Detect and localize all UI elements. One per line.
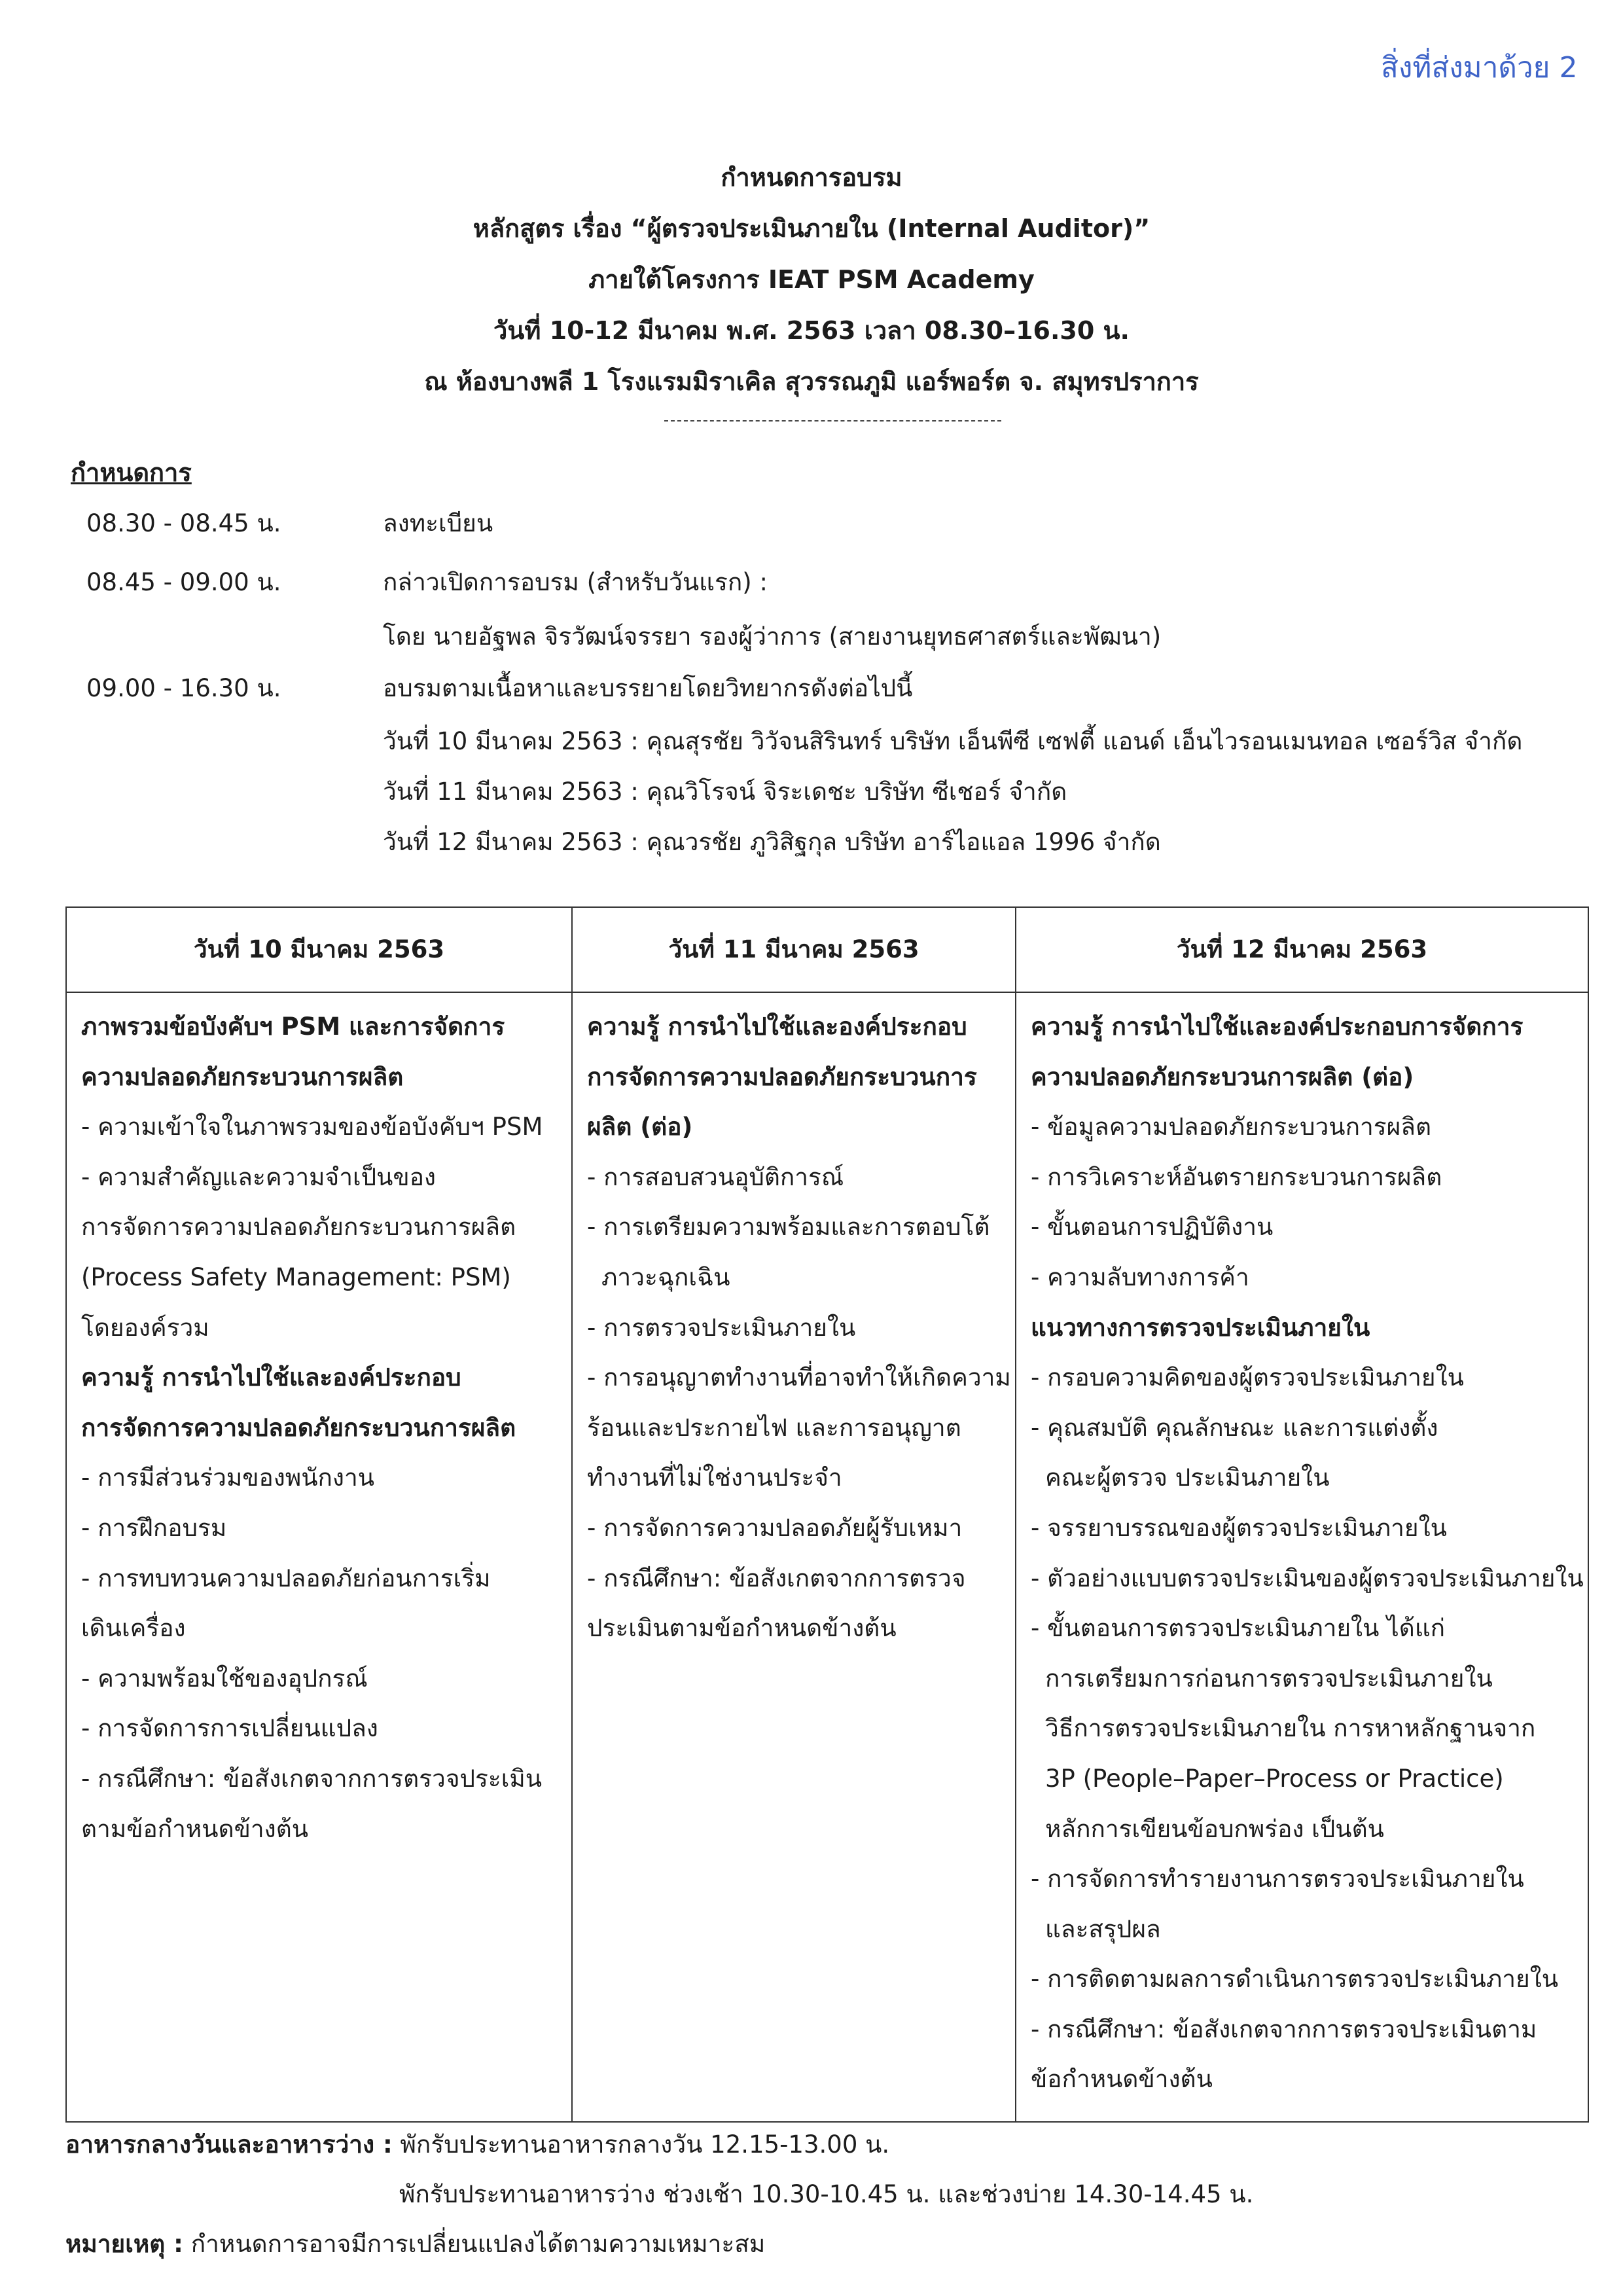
note-label: หมายเหตุ :: [65, 2230, 183, 2258]
agenda-line: - การอนุญาตทำงานที่อาจทำให้เกิดความ: [587, 1363, 1011, 1392]
agenda-table: [65, 906, 1589, 2123]
schedule-text: โดย นายอัฐพล จิรวัฒน์จรรยา รองผู้ว่าการ (สายงานยุทธศาสตร์และพัฒนา): [383, 622, 1162, 651]
agenda-line: ภาวะฉุกเฉิน: [601, 1263, 730, 1291]
agenda-line: ความรู้ การนำไปใช้และองค์ประกอบ: [587, 1013, 967, 1041]
agenda-content-row: [66, 992, 1588, 2122]
document-header: [0, 152, 1623, 407]
agenda-line: - การจัดการการเปลี่ยนแปลง: [81, 1714, 378, 1743]
agenda-line: - การมีส่วนร่วมของพนักงาน: [81, 1463, 375, 1492]
schedule-row: [0, 719, 1623, 764]
agenda-line: หลักการเขียนข้อบกพร่อง เป็นต้น: [1045, 1814, 1384, 1843]
schedule-time: 08.30 - 08.45 น.: [86, 509, 281, 537]
note-text: กำหนดการอาจมีการเปลี่ยนแปลงได้ตามความเหมาะสม: [183, 2230, 766, 2258]
agenda-line: ภาพรวมข้อบังคับฯ PSM และการจัดการ: [81, 1013, 505, 1041]
snack-break: พักรับประทานอาหารว่าง ช่วงเช้า 10.30-10.45 น. และช่วงบ่าย 14.30-14.45 น.: [399, 2180, 1254, 2208]
agenda-line: ความรู้ การนำไปใช้และองค์ประกอบ: [81, 1363, 461, 1392]
agenda-line: - ขั้นตอนการปฏิบัติงาน: [1031, 1213, 1274, 1242]
schedule-text: วันที่ 12 มีนาคม 2563 : คุณวรชัย ภูวิสิฐกุล บริษัท อาร์ไอแอล 1996 จำกัด: [383, 828, 1161, 856]
agenda-line: - จรรยาบรรณของผู้ตรวจประเมินภายใน: [1031, 1513, 1447, 1542]
agenda-line: - ข้อมูลความปลอดภัยกระบวนการผลิต: [1031, 1113, 1431, 1141]
course-title: หลักสูตร เรื่อง “ผู้ตรวจประเมินภายใน (Internal Auditor)”: [473, 214, 1150, 243]
agenda-line: ข้อกำหนดข้างต้น: [1031, 2065, 1213, 2094]
agenda-line: ความปลอดภัยกระบวนการผลิต (ต่อ): [1031, 1062, 1414, 1091]
schedule-row: [0, 666, 1623, 711]
document-title: กำหนดการอบรม: [721, 163, 902, 192]
schedule-heading: กำหนดการ: [71, 458, 192, 487]
agenda-line: - คุณสมบัติ คุณลักษณะ และการแต่งตั้ง: [1031, 1413, 1438, 1442]
agenda-line: เดินเครื่อง: [81, 1614, 186, 1643]
agenda-line: ผลิต (ต่อ): [587, 1113, 693, 1141]
schedule-row: [0, 501, 1623, 547]
schedule-row: [0, 769, 1623, 815]
schedule-text: วันที่ 11 มีนาคม 2563 : คุณวิโรจน์ จิระเดชะ บริษัท ซีเชอร์ จำกัด: [383, 778, 1067, 806]
meals-line: [65, 2122, 889, 2168]
agenda-day-header: วันที่ 12 มีนาคม 2563: [1016, 907, 1588, 992]
agenda-line: ความปลอดภัยกระบวนการผลิต: [81, 1062, 404, 1091]
agenda-line: - ขั้นตอนการตรวจประเมินภายใน ได้แก่: [1031, 1614, 1446, 1643]
agenda-line: - ความพร้อมใช้ของอุปกรณ์: [81, 1664, 368, 1693]
agenda-line: ร้อนและประกายไฟ และการอนุญาต: [587, 1413, 961, 1442]
attachment-stamp: สิ่งที่ส่งมาด้วย 2: [1381, 51, 1578, 84]
agenda-line: - การสอบสวนอุบัติการณ์: [587, 1162, 844, 1191]
agenda-line: คณะผู้ตรวจ ประเมินภายใน: [1045, 1463, 1330, 1492]
agenda-line: - ความเข้าใจในภาพรวมของข้อบังคับฯ PSM: [81, 1113, 543, 1141]
agenda-line: การเตรียมการก่อนการตรวจประเมินภายใน: [1045, 1664, 1493, 1693]
agenda-day-header: วันที่ 10 มีนาคม 2563: [66, 907, 572, 992]
agenda-line: - กรณีศึกษา: ข้อสังเกตจากการตรวจ: [587, 1564, 966, 1592]
agenda-line: - ความสำคัญและความจำเป็นของ: [81, 1162, 436, 1191]
agenda-line: การจัดการความปลอดภัยกระบวนการผลิต: [81, 1413, 516, 1442]
note-line: [65, 2221, 765, 2267]
agenda-line: - ตัวอย่างแบบตรวจประเมินของผู้ตรวจประเมินภายใน: [1031, 1564, 1584, 1592]
agenda-line: - กรอบความคิดของผู้ตรวจประเมินภายใน: [1031, 1363, 1464, 1392]
agenda-line: - กรณีศึกษา: ข้อสังเกตจากการตรวจประเมิน: [81, 1764, 543, 1793]
schedule-row: [0, 614, 1623, 660]
agenda-line: การจัดการความปลอดภัยกระบวนการผลิต: [81, 1213, 516, 1242]
agenda-day-header: วันที่ 11 มีนาคม 2563: [572, 907, 1016, 992]
agenda-day-cell: [572, 992, 1016, 2122]
agenda-line: - การติดตามผลการดำเนินการตรวจประเมินภายใน: [1031, 1965, 1559, 1994]
agenda-line: - การจัดการทำรายงานการตรวจประเมินภายใน: [1031, 1865, 1524, 1893]
agenda-line: - การวิเคราะห์อันตรายกระบวนการผลิต: [1031, 1162, 1442, 1191]
schedule-text: ลงทะเบียน: [383, 509, 493, 537]
schedule-time: 08.45 - 09.00 น.: [86, 568, 281, 596]
training-venue: ณ ห้องบางพลี 1 โรงแรมมิราเคิล สุวรรณภูมิ แอร์พอร์ต จ. สมุทรปราการ: [424, 367, 1199, 396]
agenda-line: - กรณีศึกษา: ข้อสังเกตจากการตรวจประเมินตาม: [1031, 2015, 1537, 2043]
schedule-text: อบรมตามเนื้อหาและบรรยายโดยวิทยากรดังต่อไปนี้: [383, 674, 913, 702]
schedule-row: [0, 560, 1623, 605]
agenda-line: ประเมินตามข้อกำหนดข้างต้น: [587, 1614, 897, 1643]
agenda-line: และสรุปผล: [1045, 1914, 1161, 1943]
agenda-line: - การตรวจประเมินภายใน: [587, 1313, 856, 1342]
agenda-line: ทำงานที่ไม่ใช่งานประจำ: [587, 1463, 842, 1492]
agenda-day-cell: [66, 992, 572, 2122]
agenda-line: การจัดการความปลอดภัยกระบวนการ: [587, 1062, 977, 1091]
agenda-line: - การจัดการความปลอดภัยผู้รับเหมา: [587, 1513, 963, 1542]
header-divider: [664, 420, 1001, 422]
agenda-line: วิธีการตรวจประเมินภายใน การหาหลักฐานจาก: [1045, 1714, 1536, 1743]
agenda-line: - การเตรียมความพร้อมและการตอบโต้: [587, 1213, 990, 1242]
agenda-line: (Process Safety Management: PSM): [81, 1263, 511, 1291]
agenda-day-cell: [1016, 992, 1588, 2122]
schedule-text: กล่าวเปิดการอบรม (สำหรับวันแรก) :: [383, 568, 768, 596]
training-date: วันที่ 10-12 มีนาคม พ.ศ. 2563 เวลา 08.30–16.30 น.: [493, 316, 1130, 345]
agenda-line: 3P (People–Paper–Process or Practice): [1045, 1764, 1504, 1793]
agenda-line: - การฝึกอบรม: [81, 1513, 227, 1542]
agenda-line: ความรู้ การนำไปใช้และองค์ประกอบการจัดการ: [1031, 1013, 1524, 1041]
lunch-break: พักรับประทานอาหารกลางวัน 12.15-13.00 น.: [392, 2130, 890, 2159]
schedule-row: [0, 819, 1623, 865]
meals-label: อาหารกลางวันและอาหารว่าง :: [65, 2130, 393, 2159]
schedule-text: วันที่ 10 มีนาคม 2563 : คุณสุรชัย วิวัจนสิรินทร์ บริษัท เอ็นพีซี เซฟตี้ แอนด์ เอ็นไวรอนเมนทอล เซอร์วิส จำกัด: [383, 727, 1523, 755]
agenda-line: โดยองค์รวม: [81, 1313, 209, 1342]
agenda-line: - ความลับทางการค้า: [1031, 1263, 1249, 1291]
agenda-header-row: [66, 907, 1588, 992]
schedule-time: 09.00 - 16.30 น.: [86, 674, 281, 702]
project-name: ภายใต้โครงการ IEAT PSM Academy: [588, 265, 1035, 294]
agenda-line: - การทบทวนความปลอดภัยก่อนการเริ่ม: [81, 1564, 491, 1592]
agenda-line: ตามข้อกำหนดข้างต้น: [81, 1814, 309, 1843]
agenda-line: แนวทางการตรวจประเมินภายใน: [1031, 1313, 1370, 1342]
